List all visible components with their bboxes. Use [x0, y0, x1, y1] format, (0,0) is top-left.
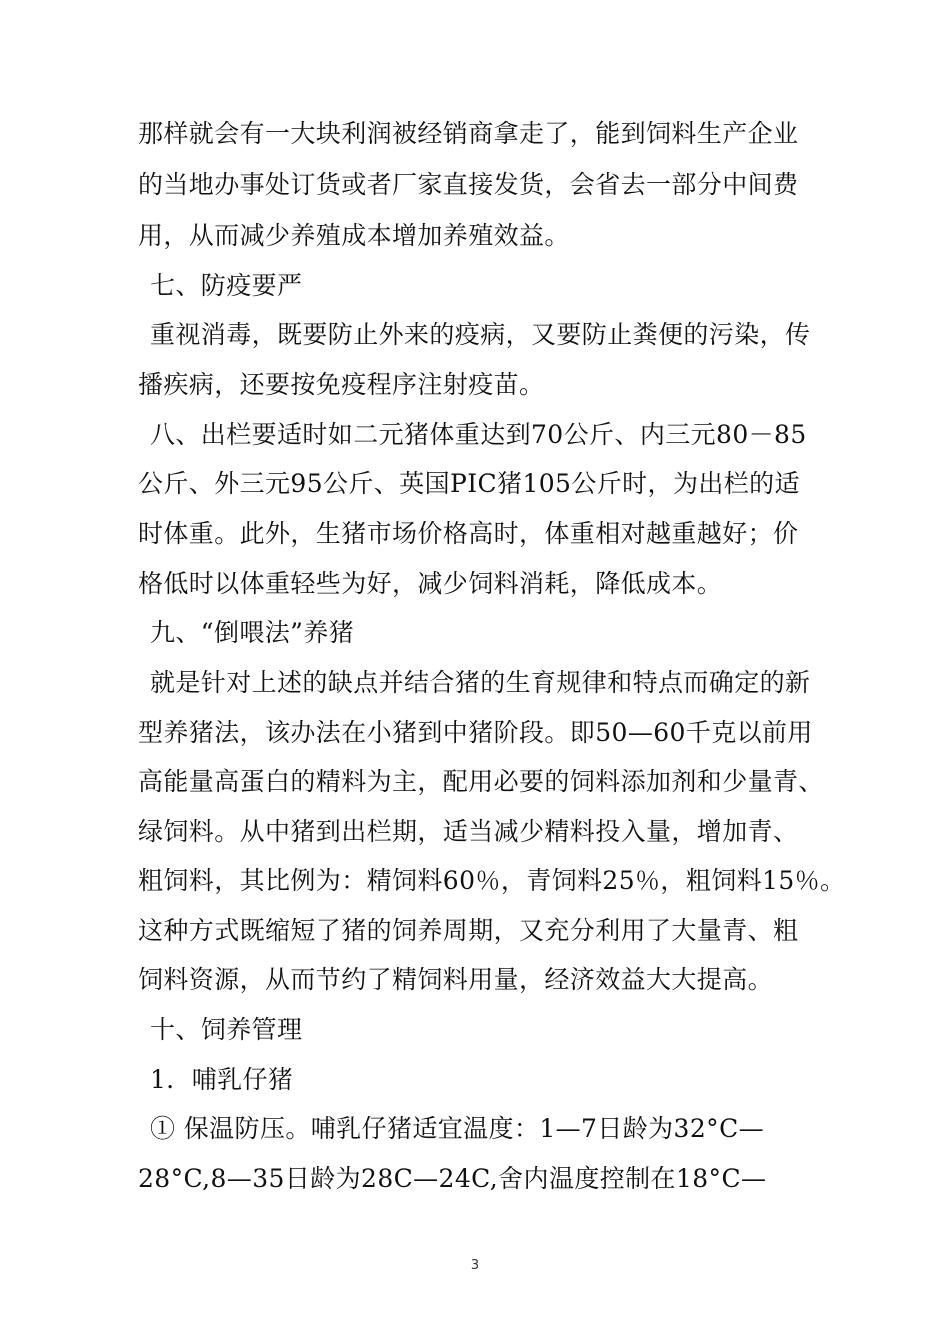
paragraph-line: 播疾病，还要按免疫程序注射疫苗。: [138, 370, 545, 399]
section-heading-9: 九、“倒喂法”养猪: [150, 618, 355, 647]
paragraph-line: 的当地办事处订货或者厂家直接发货，会省去一部分中间费: [138, 170, 799, 199]
page-number: 3: [470, 1258, 480, 1273]
paragraph-line: 时体重。此外，生猪市场价格高时，体重相对越重越好；价: [138, 519, 799, 548]
paragraph-line: 高能量高蛋白的精料为主，配用必要的饲料添加剂和少量青、: [138, 767, 824, 796]
paragraph-line: 用，从而减少养殖成本增加养殖效益。: [138, 221, 570, 250]
paragraph-line: 粗饲料，其比例为：精饲料60％，青饲料25％，粗饲料15％。: [138, 866, 846, 895]
paragraph-line: 28°C,8—35日龄为28C—24C,舍内温度控制在18°C—: [138, 1164, 767, 1193]
paragraph-line: 型养猪法，该办法在小猪到中猪阶段。即50—60千克以前用: [138, 718, 813, 747]
paragraph-line: 重视消毒，既要防止外来的疫病，又要防止粪便的污染，传: [150, 320, 811, 349]
section-heading-7: 七、防疫要严: [150, 271, 303, 300]
paragraph-line: 就是针对上述的缺点并结合猪的生育规律和特点而确定的新: [150, 668, 811, 697]
paragraph-line: 绿饲料。从中猪到出栏期，适当减少精料投入量，增加青、: [138, 817, 799, 846]
paragraph-line: 公斤、外三元95公斤、英国PIC猪105公斤时，为出栏的适: [138, 469, 800, 498]
paragraph-line: 饲料资源，从而节约了精饲料用量，经济效益大大提高。: [138, 965, 774, 994]
paragraph-line: ① 保温防压。哺乳仔猪适宜温度：1—7日龄为32°C—: [150, 1114, 764, 1143]
subsection-heading: 1．哺乳仔猪: [150, 1065, 294, 1094]
paragraph-line: 这种方式既缩短了猪的饲养周期，又充分利用了大量青、粗: [138, 916, 799, 945]
section-heading-10: 十、饲养管理: [150, 1015, 303, 1044]
section-heading-8: 八、出栏要适时如二元猪体重达到70公斤、内三元80－85: [150, 420, 807, 449]
paragraph-line: 格低时以体重轻些为好，减少饲料消耗，降低成本。: [138, 569, 723, 598]
paragraph-line: 那样就会有一大块利润被经销商拿走了，能到饲料生产企业: [138, 119, 799, 148]
